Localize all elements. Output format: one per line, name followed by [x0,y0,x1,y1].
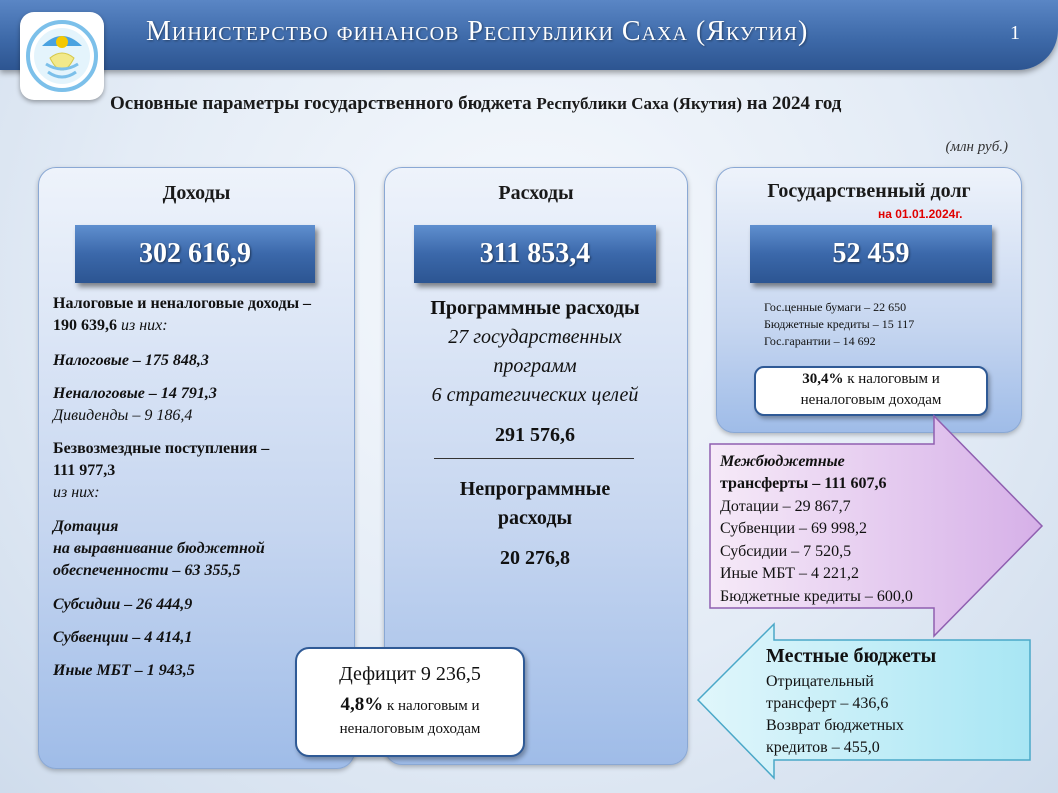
debt-securities: Гос.ценные бумаги – 22 650 [764,300,907,314]
debt-guarantees: Гос.гарантии – 14 692 [764,334,876,348]
income-subsidies: Субсидии – 26 444,9 [53,596,193,613]
nonprogram-value: 20 276,8 [500,547,570,569]
transfers-title-l1: Межбюджетные [720,453,845,470]
income-of-which: из них: [121,317,168,334]
page-subtitle [110,93,841,115]
transfers-title-l2 [720,473,887,496]
program-title: Программные расходы [430,297,640,319]
income-tax-nontax-label: Налоговые и неналоговые доходы – 190 639,6 [53,295,312,334]
transfers-dotations: Дотации – 29 867,7 [720,498,851,515]
subtitle-part3: на 2024 год [746,93,842,114]
income-other-ibt: Иные МБТ – 1 943,5 [53,662,195,679]
local-title: Местные бюджеты [766,645,937,667]
debt-percent-rest1: к налоговым и [847,371,940,387]
income-grants-of-which: из них: [53,484,100,501]
page-number: 1 [1010,22,1020,44]
local-negative-l1: Отрицательный [766,673,874,690]
income-grants-label: Безвозмездные поступления – 111 977,3 [53,440,270,479]
nonprogram-line2: расходы [497,507,573,529]
transfers-subventions: Субвенции – 69 998,2 [720,520,868,537]
program-line3: 6 стратегических целей [431,384,639,406]
transfers-other: Иные МБТ – 4 221,2 [720,565,859,582]
header-bar [0,0,1058,70]
deficit-percent: 4,8% [340,694,384,715]
debt-percent-line1 [756,371,986,388]
program-value: 291 576,6 [495,424,575,446]
income-dotation-l3: обеспеченности – 63 355,5 [53,562,241,579]
debt-total: 52 459 [750,225,992,283]
expenses-title: Расходы [498,182,574,204]
subtitle-part1: Основные параметры государственного бюджета [110,93,532,114]
expenses-total: 311 853,4 [414,225,656,283]
debt-percent: 30,4% [802,371,844,387]
unit-label: (млн руб.) [945,139,1008,155]
debt-title: Государственный долг [767,180,971,202]
transfers-subsidies: Субсидии – 7 520,5 [720,543,852,560]
income-tax: Налоговые – 175 848,3 [53,352,209,369]
income-grants [53,438,293,482]
ministry-title: Министерство финансов Республики Саха (Якутия) [146,16,809,47]
income-dotation-l1: Дотация [53,518,119,535]
debt-date: на 01.01.2024г. [878,207,963,221]
transfers-credits: Бюджетные кредиты – 600,0 [720,588,913,605]
deficit-box [295,647,525,757]
emblem-logo [20,12,104,100]
deficit-percent-rest1: к налоговым и [386,698,480,714]
local-negative-l2-text: трансферт – 436,6 [766,695,889,712]
income-dividends: Дивиденды – 9 186,4 [53,407,193,424]
debt-percent-box [754,366,988,416]
income-dotation-l2: на выравнивание бюджетной [53,540,265,557]
divider [434,458,634,459]
debt-budget-credits: Бюджетные кредиты – 15 117 [764,317,915,331]
deficit-percent-line [297,694,523,716]
income-title: Доходы [162,182,231,204]
debt-percent-rest2: неналоговым доходам [800,392,942,408]
program-line2: программ [493,355,577,377]
income-total: 302 616,9 [75,225,315,283]
program-line1: 27 государственных [448,326,622,348]
transfers-title-l2-text: трансферты – 111 607,6 [720,475,887,492]
income-tax-nontax [53,293,313,337]
deficit-percent-rest2: неналоговым доходам [339,721,481,737]
nonprogram-line1: Непрограммные [459,478,611,500]
deficit-label: Дефицит 9 236,5 [339,663,481,685]
local-negative-l2 [766,693,888,716]
local-return-l1: Возврат бюджетных [766,717,904,734]
local-return-l2: кредитов – 455,0 [766,739,880,756]
income-nontax: Неналоговые – 14 791,3 [53,385,217,402]
income-subventions: Субвенции – 4 414,1 [53,629,193,646]
subtitle-part2: Республики Саха (Якутия) [536,94,742,113]
